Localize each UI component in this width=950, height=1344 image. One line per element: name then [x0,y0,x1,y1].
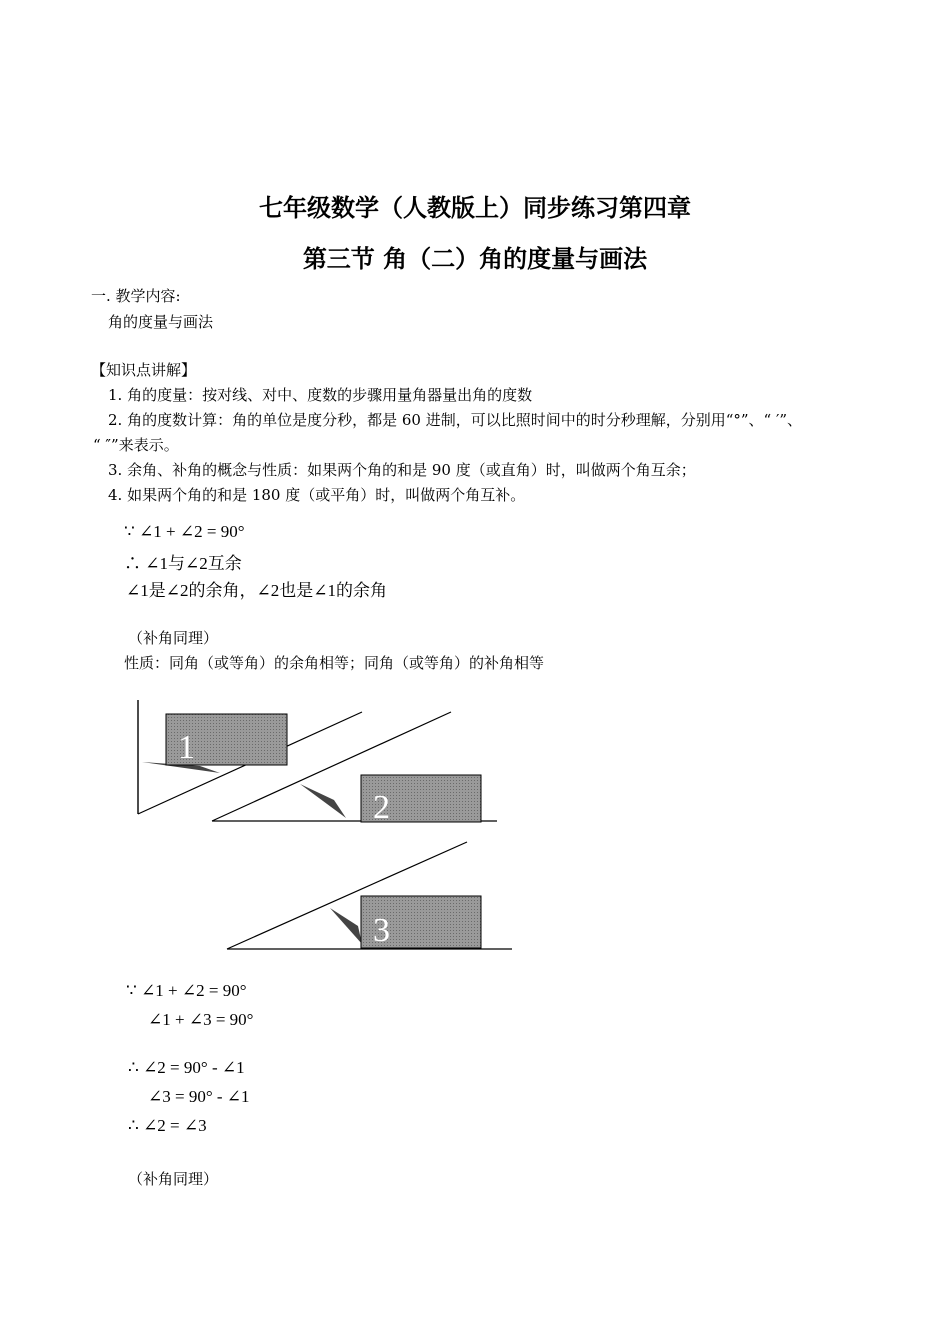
proof-line: ∴ ∠2 = ∠3 [128,1116,207,1135]
knowledge-item: “ ″”来表示。 [93,436,179,454]
angle-label-2: 2 [373,789,390,826]
section-heading: 一. 教学内容: [91,287,181,305]
note-supplementary: （补角同理） [128,629,219,647]
angle-label-1: 1 [178,729,195,766]
knowledge-item: 2. 角的度数计算：角的单位是度分秒，都是 60 进制，可以比照时间中的时分秒理解，分别用“°”、“ ′”、 [108,411,803,429]
proof-line: ∴ ∠2 = 90° - ∠1 [128,1058,245,1077]
note-supplementary-2: （补角同理） [128,1170,219,1188]
knowledge-heading: 【知识点讲解】 [91,361,197,379]
proof-line: ∵ ∠1 + ∠2 = 90° [126,981,247,1000]
section-content: 角的度量与画法 [108,313,214,331]
page-subtitle: 第三节 角（二）角的度量与画法 [302,244,648,273]
angle-figure [120,690,540,960]
knowledge-item: 4. 如果两个角的和是 180 度（或平角）时，叫做两个角互补。 [108,486,526,504]
formula-line: ∴ ∠1与∠2互余 [124,554,242,573]
knowledge-item: 3. 余角、补角的概念与性质：如果两个角的和是 90 度（或直角）时，叫做两个角互余； [108,461,696,479]
page-title: 七年级数学（人教版上）同步练习第四章 [259,193,691,222]
knowledge-item: 1. 角的度量：按对线、对中、度数的步骤用量角器量出角的度数 [108,386,533,404]
formula-line: ∵ ∠1 + ∠2 = 90° [124,522,245,541]
proof-line: ∠3 = 90° - ∠1 [148,1087,250,1106]
proof-line: ∠1 + ∠3 = 90° [148,1010,254,1029]
property-text: 性质：同角（或等角）的余角相等；同角（或等角）的补角相等 [124,654,545,672]
formula-line: ∠1是∠2的余角，∠2也是∠1的余角 [126,581,387,600]
fig2-angle-arc [300,784,346,818]
angle-label-3: 3 [373,912,390,949]
fig3-angle-arc [330,908,362,944]
